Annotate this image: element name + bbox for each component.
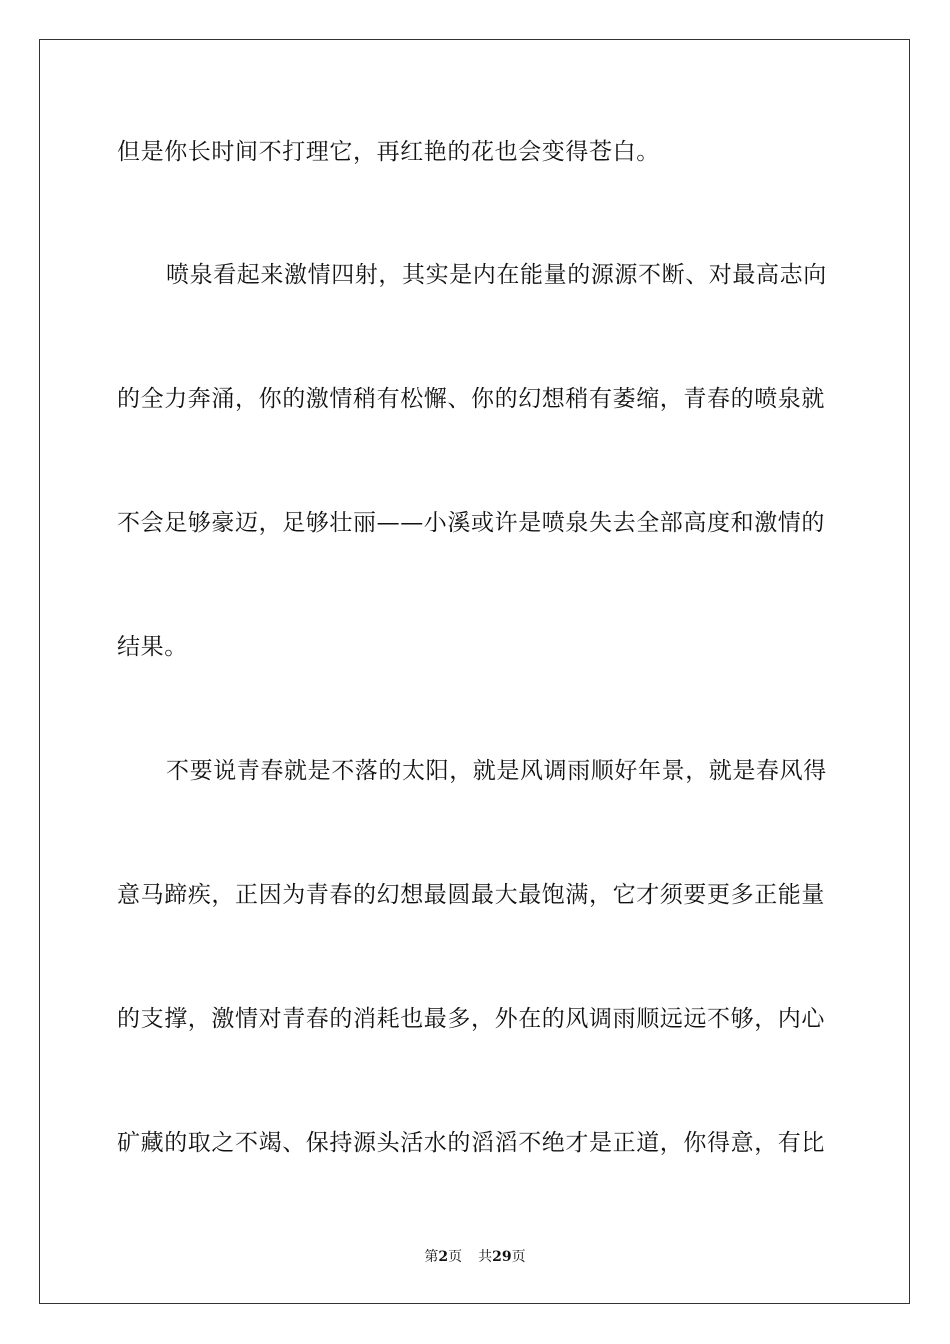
total-suffix: 页: [511, 1249, 526, 1265]
text-line-3: 的全力奔涌，你的激情稍有松懈、你的幻想稍有萎缩，青春的喷泉就: [117, 386, 825, 412]
text-line-2: 喷泉看起来激情四射，其实是内在能量的源源不断、对最高志向: [166, 262, 827, 288]
page-border: [39, 39, 910, 1304]
page-suffix: 页: [448, 1249, 463, 1265]
text-line-1: 但是你长时间不打理它，再红艳的花也会变得苍白。: [117, 139, 660, 165]
page-number: 2: [438, 1249, 449, 1265]
text-line-9: 矿藏的取之不竭、保持源头活水的滔滔不绝才是正道，你得意，有比: [117, 1130, 825, 1156]
total-prefix: 共: [478, 1249, 493, 1265]
page-prefix: 第: [424, 1249, 439, 1265]
text-line-8: 的支撑，激情对青春的消耗也最多，外在的风调雨顺远远不够，内心: [117, 1006, 825, 1032]
text-line-5: 结果。: [117, 634, 188, 660]
text-line-4: 不会足够豪迈，足够壮丽——小溪或许是喷泉失去全部高度和激情的: [117, 510, 825, 536]
text-line-6: 不要说青春就是不落的太阳，就是风调雨顺好年景，就是春风得: [166, 758, 827, 784]
total-pages: 29: [492, 1249, 512, 1265]
text-line-7: 意马蹄疾，正因为青春的幻想最圆最大最饱满，它才须要更多正能量: [117, 882, 825, 908]
page-footer: [0, 1248, 950, 1266]
